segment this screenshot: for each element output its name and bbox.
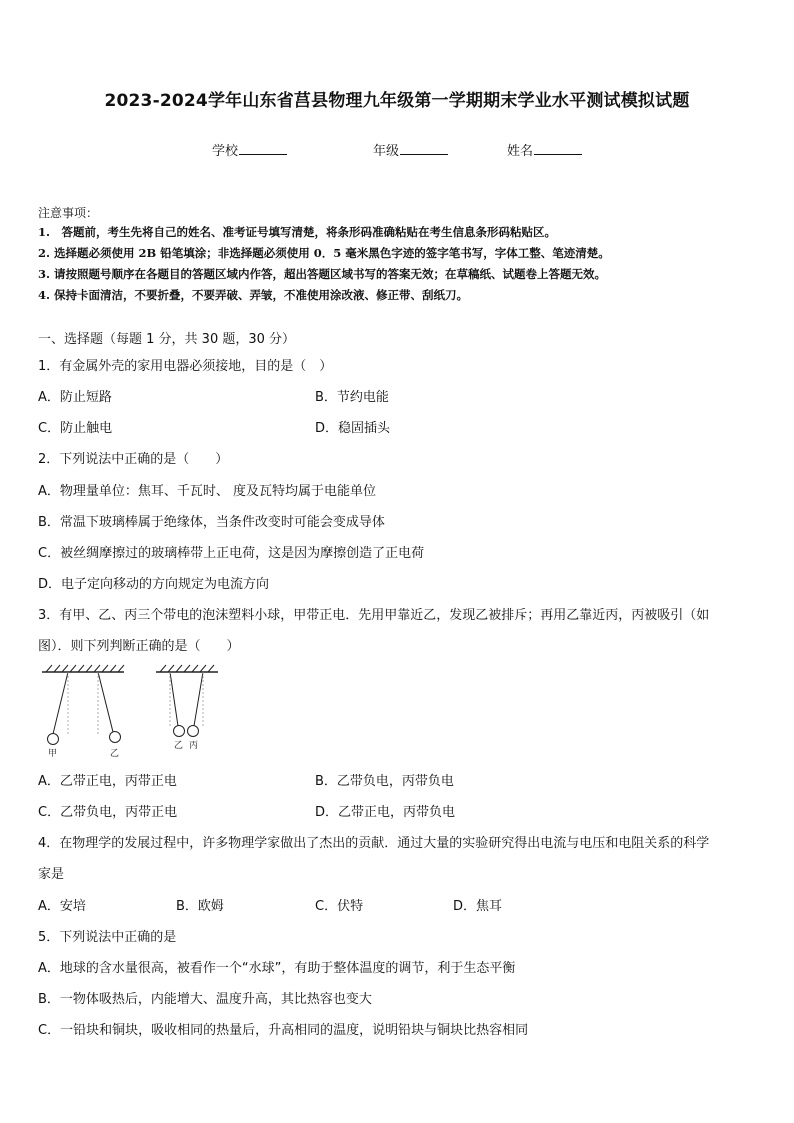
note-item-1: 1. 答题前，考生先将自己的姓名、准考证号填写清楚，将条形码准确粘贴在考生信息条形码粘贴区。 [38, 225, 556, 239]
q2-option-a[interactable]: A．物理量单位：焦耳、千瓦时、 度及瓦特均属于电能单位 [38, 484, 377, 499]
label-bing: 丙 [189, 741, 199, 751]
q4-stem-line2: 家是 [38, 867, 65, 882]
q3-stem-line2: 图）．则下列判断正确的是（ ） [38, 639, 240, 654]
school-label: 学校 [212, 144, 239, 159]
name-field [507, 140, 582, 159]
q4-option-a[interactable]: A．安培 [38, 899, 86, 914]
q2-stem: 2．下列说法中正确的是（ ） [38, 452, 229, 467]
right-ceiling [156, 665, 218, 672]
q1-option-c[interactable]: C．防止触电 [38, 421, 113, 436]
q3-option-a[interactable]: A．乙带正电，丙带正电 [38, 774, 177, 789]
label-yi-2: 乙 [174, 741, 184, 751]
page-title: 2023-2024学年山东省莒县物理九年级第一学期期末学业水平测试模拟试题 [104, 91, 690, 111]
name-label: 姓名 [507, 144, 534, 159]
q5-option-b[interactable]: B．一物体吸热后，内能增大、温度升高，其比热容也变大 [38, 992, 372, 1007]
ball-bing [188, 672, 204, 737]
q4-option-d[interactable]: D．焦耳 [453, 899, 503, 914]
school-blank[interactable] [239, 141, 287, 155]
q2-option-d[interactable]: D．电子定向移动的方向规定为电流方向 [38, 577, 270, 592]
q3-option-d[interactable]: D．乙带正电，丙带负电 [315, 805, 456, 820]
q1-stem: 1．有金属外壳的家用电器必须接地，目的是（ ） [38, 359, 333, 374]
label-yi: 乙 [110, 749, 120, 758]
q5-stem: 5．下列说法中正确的是 [38, 930, 177, 945]
section-title: 一、选择题（每题 1 分，共 30 题，30 分） [38, 332, 296, 347]
q3-option-b[interactable]: B．乙带负电，丙带负电 [315, 774, 454, 789]
pendulum-figure [38, 664, 228, 758]
note-item-3: 3. 请按照题号顺序在各题目的答题区域内作答，超出答题区域书写的答案无效；在草稿纸、试题卷上答题无效。 [38, 267, 607, 281]
note-item-4: 4. 保持卡面清洁，不要折叠，不要弄破、弄皱，不准使用涂改液、修正带、刮纸刀。 [38, 288, 469, 302]
name-blank[interactable] [534, 141, 582, 155]
q1-option-b[interactable]: B．节约电能 [315, 390, 389, 405]
q4-stem-line1: 4．在物理学的发展过程中，许多物理学家做出了杰出的贡献．通过大量的实验研究得出电流与电压和电阻关系的科学 [38, 836, 710, 851]
q5-option-c[interactable]: C．一铅块和铜块，吸收相同的热量后，升高相同的温度，说明铅块与铜块比热容相同 [38, 1023, 529, 1038]
q1-option-a[interactable]: A．防止短路 [38, 390, 112, 405]
grade-blank[interactable] [400, 141, 448, 155]
q4-option-c[interactable]: C．伏特 [315, 899, 364, 914]
q2-option-c[interactable]: C．被丝绸摩擦过的玻璃棒带上正电荷，这是因为摩擦创造了正电荷 [38, 546, 425, 561]
ball-yi [98, 672, 121, 743]
school-field [212, 140, 287, 159]
notes-heading: 注意事项： [38, 206, 99, 220]
q5-option-a[interactable]: A．地球的含水量很高，被看作一个“水球”，有助于整体温度的调节，利于生态平衡 [38, 961, 516, 976]
note-item-2: 2. 选择题必须使用 2B 铅笔填涂；非选择题必须使用 0．5 毫米黑色字迹的签字笔书写，字体工整、笔迹清楚。 [38, 246, 610, 260]
left-ceiling [42, 665, 124, 672]
q3-option-c[interactable]: C．乙带负电，丙带正电 [38, 805, 178, 820]
grade-label: 年级 [373, 144, 400, 159]
grade-field [373, 140, 448, 159]
q3-stem-line1: 3．有甲、乙、丙三个带电的泡沫塑料小球，甲带正电．先用甲靠近乙，发现乙被排斥；再用乙靠近丙，丙被吸引（如 [38, 608, 710, 623]
label-jia: 甲 [48, 749, 58, 758]
q2-option-b[interactable]: B．常温下玻璃棒属于绝缘体，当条件改变时可能会变成导体 [38, 515, 385, 530]
q4-option-b[interactable]: B．欧姆 [176, 899, 224, 914]
ball-jia [48, 672, 69, 745]
q1-option-d[interactable]: D．稳固插头 [315, 421, 391, 436]
ball-yi-2 [170, 672, 185, 737]
